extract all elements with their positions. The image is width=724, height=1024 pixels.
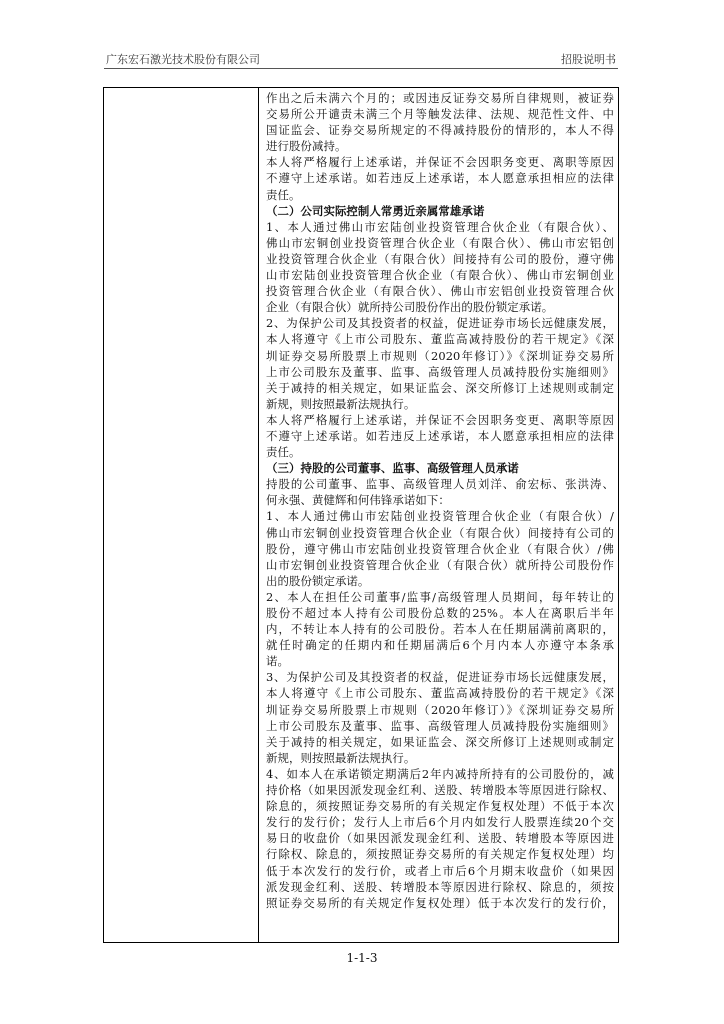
page-header: [104, 51, 618, 67]
text-line: 不遵守上述承诺。如若违反上述承诺，本人愿意承担相应的法律: [266, 171, 614, 186]
text-line: 责任。: [266, 445, 301, 460]
text-line: 山市宏铜创业投资管理合伙企业（有限合伙）就所持公司股份作: [266, 557, 614, 572]
document-type: 招股说明书: [561, 53, 616, 66]
text-line: 国证监会、证券交易所规定的不得减持股份的情形的，本人不得: [266, 123, 614, 138]
text-line: 持股的公司董事、监事、高级管理人员刘洋、俞宏标、张洪涛、: [266, 477, 614, 492]
commitment-text: [266, 90, 614, 911]
text-line: 本人将严格履行上述承诺，并保证不会因职务变更、离职等原因: [266, 155, 614, 170]
text-line: 1、本人通过佛山市宏陆创业投资管理合伙企业（有限合伙）、: [266, 219, 614, 234]
text-line: 作出之后未满六个月的；或因违反证券交易所自律规则，被证券: [266, 91, 614, 105]
header-rule: [104, 68, 618, 69]
text-line: 圳证券交易所股票上市规则（2020年修订）》《深圳证券交易所: [266, 348, 614, 363]
text-line: 新规，则按照最新法规执行。: [266, 396, 416, 411]
text-line: 股份，遵守佛山市宏陆创业投资管理合伙企业（有限合伙）/佛: [266, 541, 614, 556]
commitment-table: [103, 87, 619, 943]
text-line: 照证券交易所的有关规定作复权处理）低于本次发行的发行价，: [266, 895, 614, 910]
text-line: 关于减持的相关规定，如果证监会、深交所修订上述规则或制定: [266, 380, 614, 395]
column-divider: [258, 88, 259, 942]
company-name: 广东宏石激光技术股份有限公司: [106, 53, 260, 66]
text-line: 业投资管理合伙企业（有限合伙）间接持有公司的股份，遵守佛: [266, 251, 614, 266]
text-line: 本人将遵守《上市公司股东、董监高减持股份的若干规定》《深: [266, 332, 614, 347]
text-line: 山市宏陆创业投资管理合伙企业（有限合伙）、佛山市宏铜创业: [266, 268, 614, 283]
text-line: 本人将遵守《上市公司股东、董监高减持股份的若干规定》《深: [266, 686, 614, 701]
text-line: 低于本次发行的发行价，或者上市后6个月期末收盘价（如果因: [266, 863, 614, 878]
text-line: 不遵守上述承诺。如若违反上述承诺，本人愿意承担相应的法律: [266, 428, 614, 443]
text-line: 关于减持的相关规定，如果证监会、深交所修订上述规则或制定: [266, 734, 614, 749]
text-line: 发行的发行价；发行人上市后6个月内如发行人股票连续20个交: [266, 815, 614, 830]
text-line: 2、为保护公司及其投资者的权益，促进证券市场长远健康发展，: [266, 316, 614, 331]
text-line: 进行股份减持。: [266, 139, 347, 154]
text-line: 交易所公开谴责未满三个月等触发法律、法规、规范性文件、中: [266, 107, 614, 122]
text-line: 易日的收盘价（如果因派发现金红利、送股、转增股本等原因进: [266, 831, 614, 846]
text-line: 派发现金红利、送股、转增股本等原因进行除权、除息的，须按: [266, 879, 614, 894]
text-line: 持价格（如果因派发现金红利、送股、转增股本等原因进行除权、: [266, 783, 614, 798]
text-line: 诺。: [266, 654, 289, 669]
text-line: 行除权、除息的，须按照证券交易所的有关规定作复权处理）均: [266, 847, 614, 862]
text-line: 投资管理合伙企业（有限合伙）、佛山市宏铝创业投资管理合伙: [266, 284, 614, 299]
text-line: 本人将严格履行上述承诺，并保证不会因职务变更、离职等原因: [266, 412, 614, 427]
text-line: 上市公司股东及董事、监事、高级管理人员减持股份实施细则》: [266, 364, 614, 379]
text-line: 圳证券交易所股票上市规则（2020年修订）》《深圳证券交易所: [266, 702, 614, 717]
text-line: 内，不转让本人持有的公司股份。若本人在任期届满前离职的，: [266, 622, 614, 637]
text-line: 企业（有限合伙）就所持公司股份作出的股份锁定承诺。: [266, 300, 554, 315]
text-line: 股份不超过本人持有公司股份总数的25%。本人在离职后半年: [266, 606, 614, 620]
section-heading: （二）公司实际控制人常勇近亲属常雄承诺: [266, 203, 485, 218]
text-line: 佛山市宏铜创业投资管理合伙企业（有限合伙）、佛山市宏铝创: [266, 235, 614, 250]
text-line: 就任时确定的任期内和任期届满后6个月内本人亦遵守本条承: [266, 638, 614, 653]
text-line: 3、为保护公司及其投资者的权益，促进证券市场长远健康发展，: [266, 670, 614, 685]
text-line: 出的股份锁定承诺。: [266, 573, 370, 588]
text-line: 上市公司股东及董事、监事、高级管理人员减持股份实施细则》: [266, 718, 614, 733]
page-number: 1-1-3: [346, 951, 378, 965]
text-line: 新规，则按照最新法规执行。: [266, 750, 416, 765]
text-line: 2、本人在担任公司董事/监事/高级管理人员期间，每年转让的: [266, 589, 614, 604]
text-line: 何永强、黄健辉和何伟锋承诺如下：: [266, 493, 450, 508]
text-line: 除息的，须按照证券交易所的有关规定作复权处理）不低于本次: [266, 799, 614, 814]
table-left-cell: [104, 88, 258, 942]
text-line: 1、本人通过佛山市宏陆创业投资管理合伙企业（有限合伙）/: [266, 509, 614, 524]
text-line: 佛山市宏铜创业投资管理合伙企业（有限合伙）间接持有公司的: [266, 525, 614, 540]
section-heading: （三）持股的公司董事、监事、高级管理人员承诺: [266, 461, 519, 476]
text-line: 4、如本人在承诺锁定期满后2年内减持所持有的公司股份的，减: [266, 766, 614, 781]
text-line: 责任。: [266, 187, 301, 202]
